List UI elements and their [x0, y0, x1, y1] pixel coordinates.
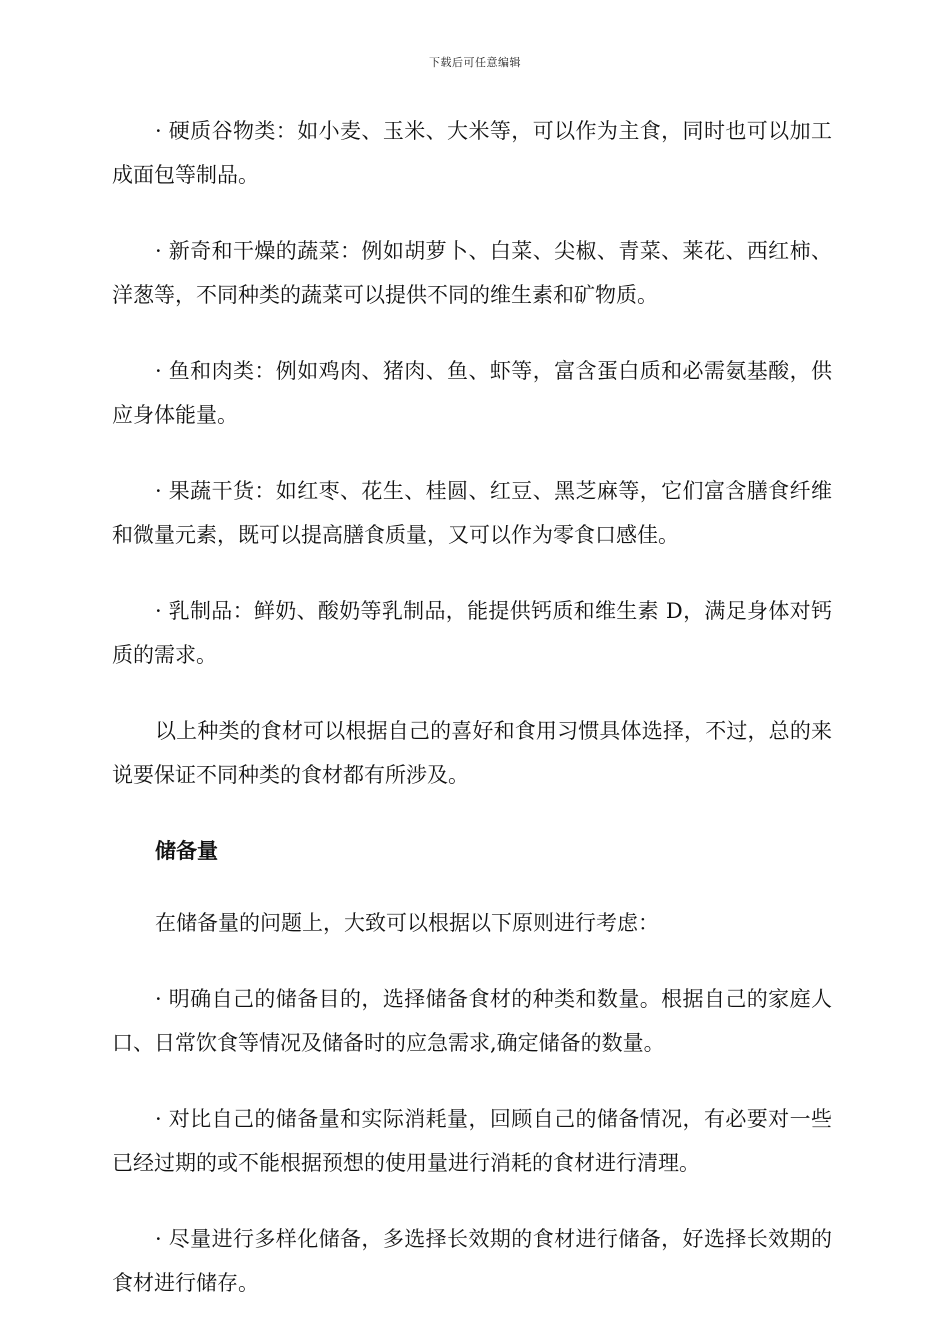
paragraph-fish-meat: · 鱼和肉类：例如鸡肉、猪肉、鱼、虾等，富含蛋白质和必需氨基酸，供应身体能量。	[112, 359, 832, 427]
paragraph-storage-diverse: · 尽量进行多样化储备，多选择长效期的食材进行储备，好选择长效期的食材进行储存。	[112, 1227, 832, 1295]
paragraph-dairy: · 乳制品：鲜奶、酸奶等乳制品，能提供钙质和维生素 D，满足身体对钙质的需求。	[112, 599, 832, 667]
section-heading-storage: 储备量	[155, 839, 218, 863]
paragraph-dried-fruits: · 果蔬干货：如红枣、花生、桂圆、红豆、黑芝麻等，它们富含膳食纤维和微量元素，既可以提高膳食质量，又可以作为零食口感佳。	[112, 479, 832, 547]
paragraph-storage-compare: · 对比自己的储备量和实际消耗量，回顾自己的储备情况，有必要对一些已经过期的或不能根据预想的使用量进行消耗的食材进行清理。	[112, 1107, 832, 1175]
paragraph-storage-intro: 在储备量的问题上，大致可以根据以下原则进行考虑：	[155, 911, 659, 935]
paragraph-summary: 以上种类的食材可以根据自己的喜好和食用习惯具体选择，不过，总的来说要保证不同种类的食材都有所涉及。	[112, 719, 832, 787]
paragraph-vegetables: · 新奇和干燥的蔬菜：例如胡萝卜、白菜、尖椒、青菜、莱花、西红柿、洋葱等，不同种类的蔬菜可以提供不同的维生素和矿物质。	[112, 239, 832, 307]
paragraph-grains: · 硬质谷物类：如小麦、玉米、大米等，可以作为主食，同时也可以加工成面包等制品。	[112, 119, 832, 187]
page-header: 下载后可任意编辑	[429, 56, 521, 69]
paragraph-storage-purpose: · 明确自己的储备目的，选择储备食材的种类和数量。根据自己的家庭人口、日常饮食等情况及储备时的应急需求,确定储备的数量。	[112, 987, 832, 1055]
document-body	[112, 109, 832, 1337]
